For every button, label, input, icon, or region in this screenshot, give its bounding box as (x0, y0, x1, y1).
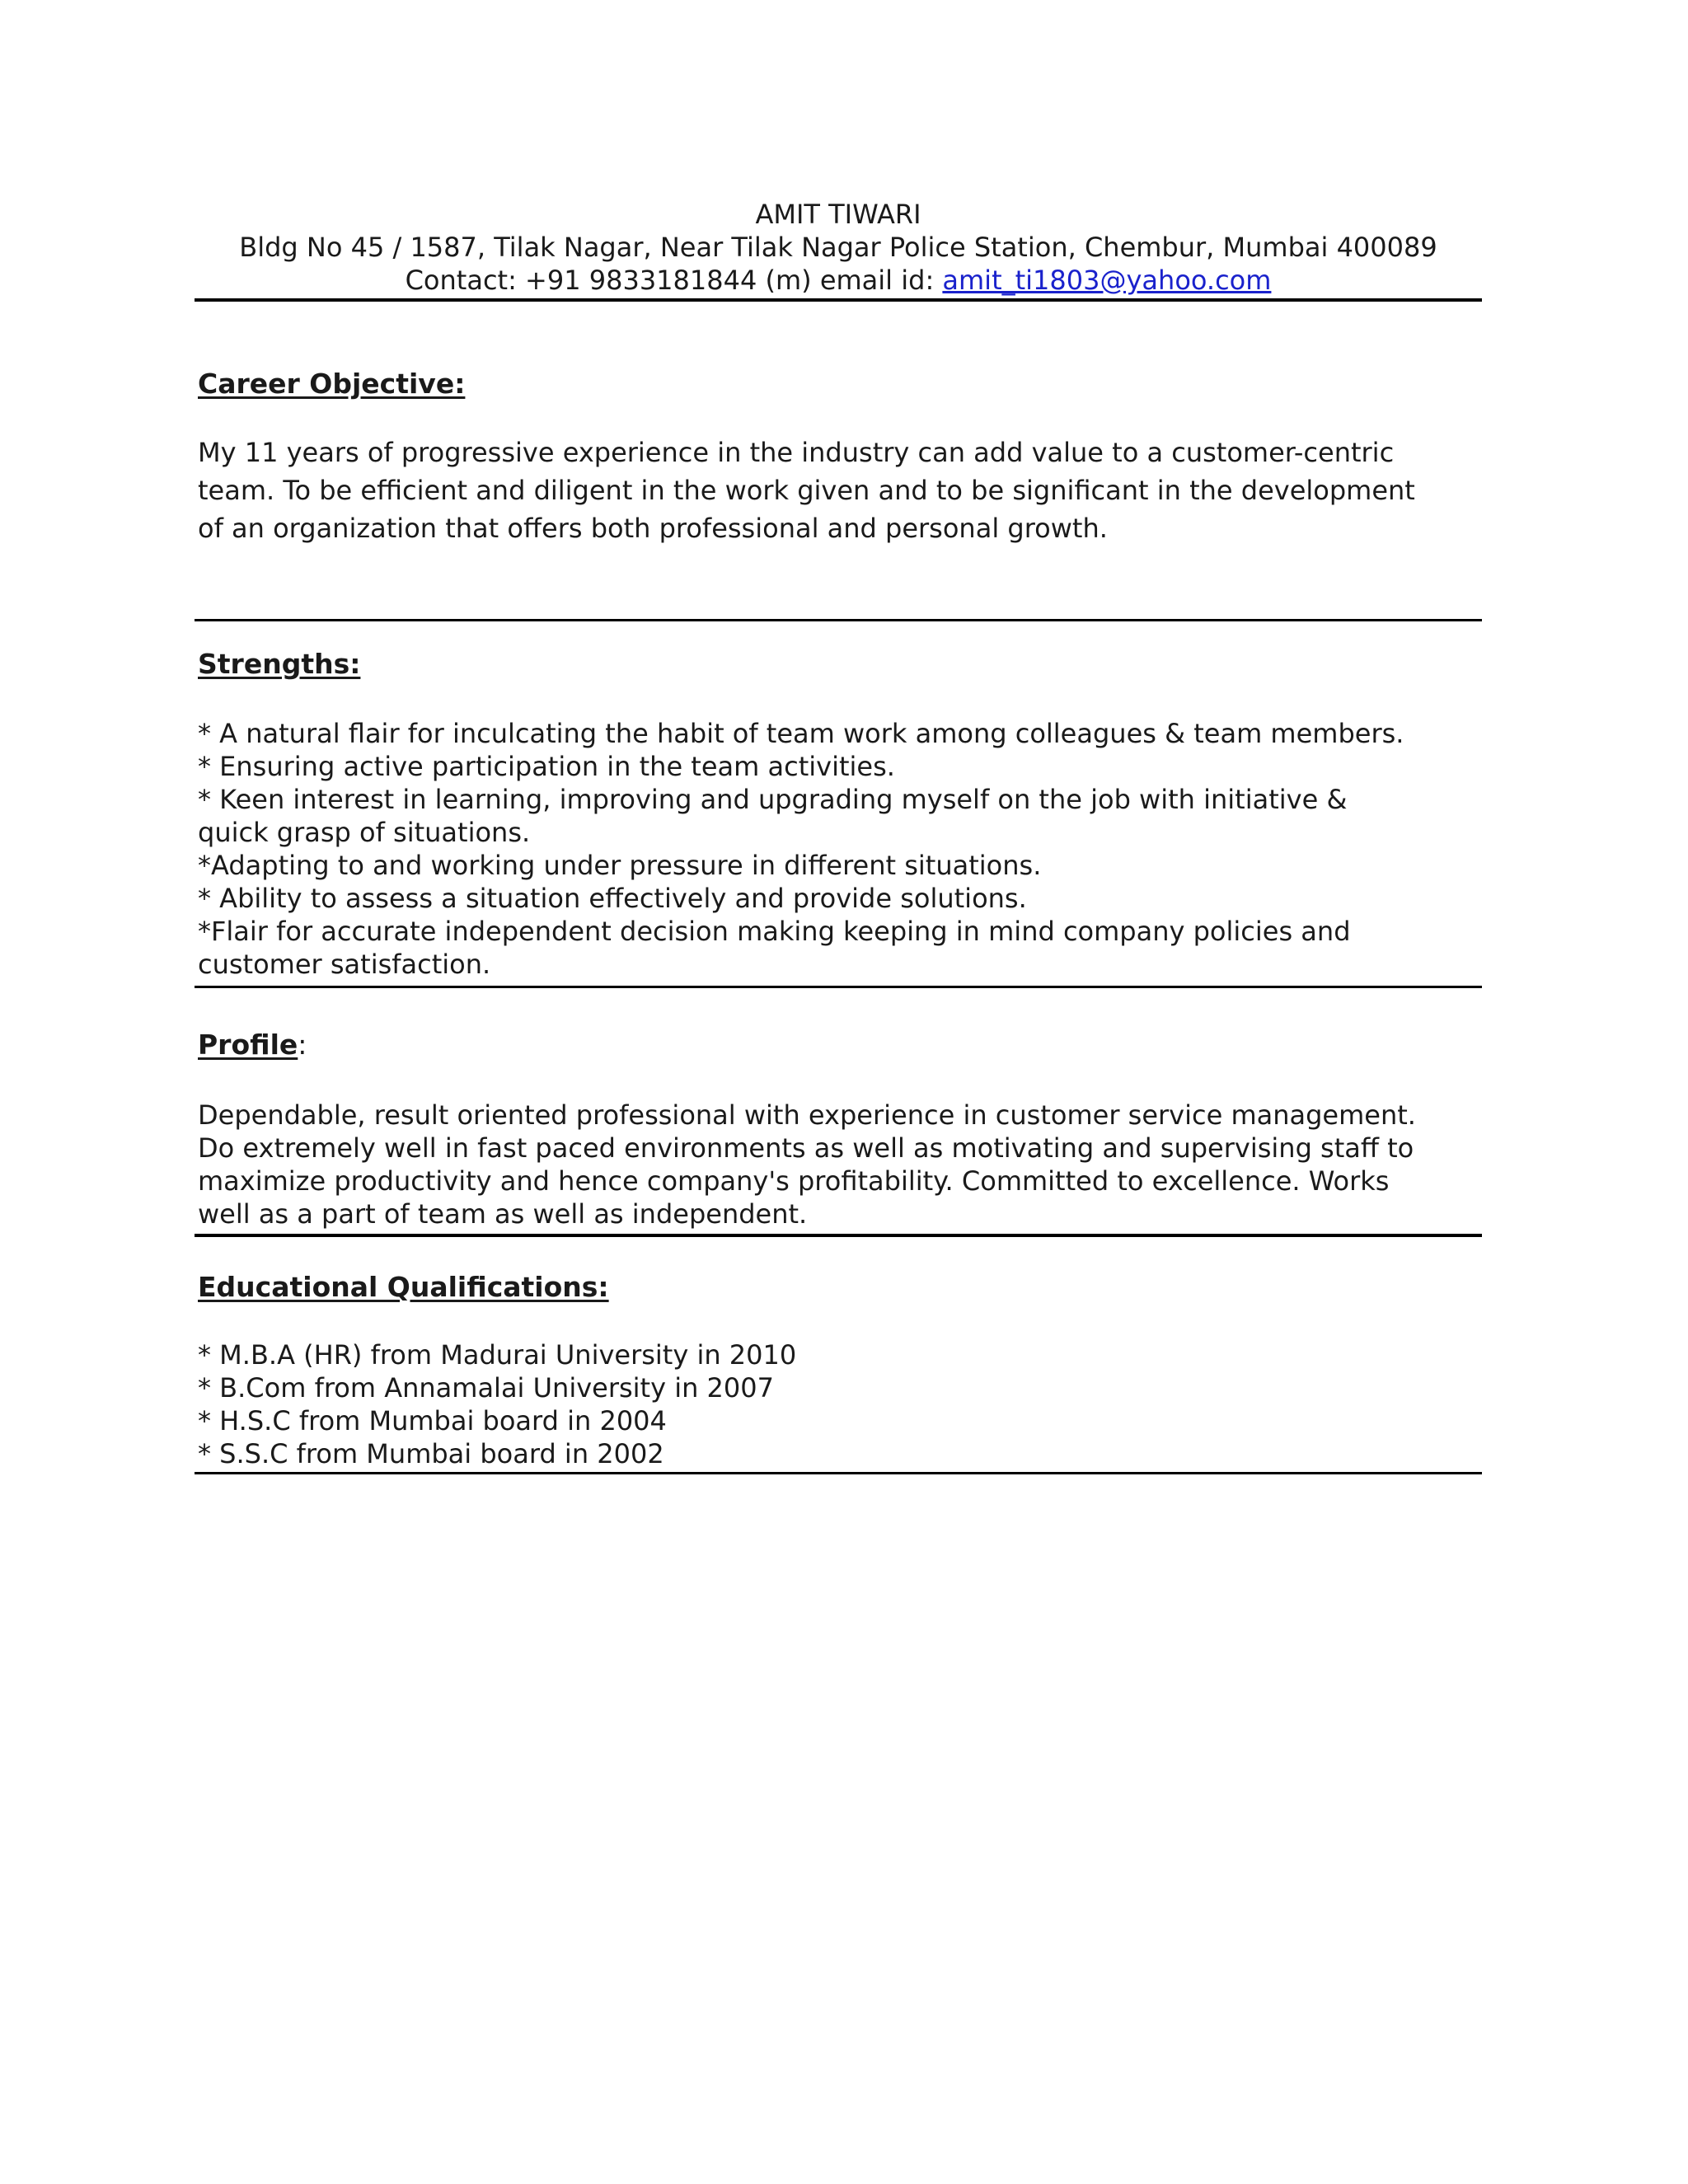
strength-item: quick grasp of situations. (198, 817, 531, 848)
contact-line (195, 264, 1482, 297)
profile-heading-text: Profile (198, 1029, 298, 1061)
profile-line: maximize productivity and hence company's profitability. Committed to excellence. Works (198, 1165, 1390, 1197)
strength-item: * A natural flair for inculcating the habit of team work among colleagues & team members. (198, 718, 1404, 749)
career-objective-heading: Career Objective: (198, 368, 466, 400)
resume-header (195, 198, 1482, 297)
strength-item: * Ability to assess a situation effectively and provide solutions. (198, 883, 1027, 914)
education-heading: Educational Qualifications: (198, 1271, 609, 1303)
profile-heading-colon: : (298, 1029, 307, 1061)
objective-line: of an organization that offers both professional and personal growth. (198, 513, 1108, 544)
contact-details: Contact: +91 9833181844 (m) email id: (405, 265, 943, 296)
objective-line: My 11 years of progressive experience in the industry can add value to a customer-centric (198, 437, 1395, 468)
email-link[interactable]: amit_ti1803@yahoo.com (942, 265, 1272, 296)
strength-item: * Ensuring active participation in the team activities. (198, 751, 895, 782)
candidate-name: AMIT TIWARI (755, 199, 921, 230)
profile-text (198, 1099, 1484, 1230)
strength-item: *Flair for accurate independent decision making keeping in mind company policies and (198, 916, 1351, 947)
profile-heading (198, 1029, 307, 1061)
education-list (198, 1338, 1484, 1470)
education-divider (195, 1472, 1482, 1474)
strength-item: customer satisfaction. (198, 949, 491, 980)
objective-divider (195, 619, 1482, 621)
education-item: * H.S.C from Mumbai board in 2004 (198, 1405, 667, 1436)
strengths-heading: Strengths: (198, 648, 361, 680)
strength-item: * Keen interest in learning, improving and upgrading myself on the job with initiative & (198, 784, 1348, 815)
career-objective-text (198, 434, 1484, 547)
education-item: * B.Com from Annamalai University in 2007 (198, 1372, 774, 1404)
profile-line: Dependable, result oriented professional with experience in customer service management. (198, 1099, 1416, 1131)
profile-divider (195, 1234, 1482, 1237)
education-item: * S.S.C from Mumbai board in 2002 (198, 1438, 664, 1469)
profile-line: Do extremely well in fast paced environments as well as motivating and supervising staff to (198, 1132, 1414, 1164)
profile-line: well as a part of team as well as independent. (198, 1198, 808, 1230)
strengths-list (198, 717, 1484, 981)
candidate-address: Bldg No 45 / 1587, Tilak Nagar, Near Tilak Nagar Police Station, Chembur, Mumbai 400089 (239, 232, 1437, 263)
strength-item: *Adapting to and working under pressure in different situations. (198, 850, 1042, 881)
objective-line: team. To be efficient and diligent in the work given and to be significant in the development (198, 475, 1415, 506)
education-item: * M.B.A (HR) from Madurai University in 2010 (198, 1339, 797, 1371)
strengths-divider (195, 986, 1482, 988)
header-divider (195, 298, 1482, 302)
